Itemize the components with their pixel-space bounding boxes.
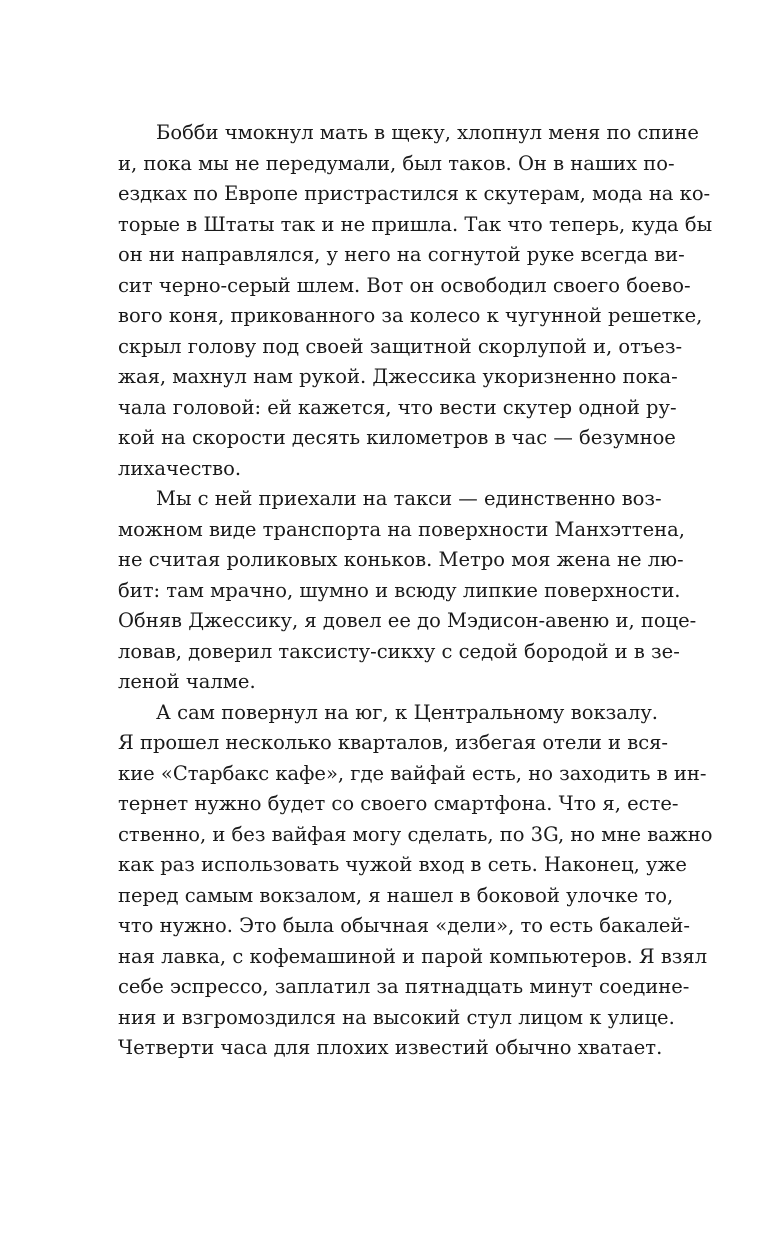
paragraph-2-line-6: ловав, доверил таксисту-сикху с седой бородой и в зе-	[118, 639, 680, 663]
paragraph-3-line-7: перед самым вокзалом, я нашел в боковой улочке то,	[118, 883, 674, 907]
paragraph-1-line-7: вого коня, прикованного за колесо к чугунной решетке,	[118, 304, 703, 327]
paragraph-1-line-6: сит черно-серый шлем. Вот он освободил своего боево-	[118, 273, 691, 297]
paragraph-1-line-11: кой на скорости десять километров в час — безумное	[118, 426, 676, 449]
paragraph-1-line-5: он ни направлялся, у него на согнутой руке всегда ви-	[118, 243, 685, 266]
paragraph-1-line-8: скрыл голову под своей защитной скорлупой и, отъез-	[118, 334, 683, 358]
paragraph-3-line-11: ния и взгромоздился на высокий стул лицом к улице.	[118, 1005, 675, 1029]
paragraph-1-line-12: лихачество.	[118, 456, 242, 480]
paragraph-1-line-1: Бобби чмокнул мать в щеку, хлопнул меня по спине	[156, 121, 699, 144]
paragraph-3-line-4: тернет нужно будет со своего смартфона. Что я, есте-	[118, 792, 679, 815]
paragraph-1-line-10: чала головой: ей кажется, что вести скутер одной ру-	[118, 395, 677, 419]
paragraph-3-line-8: что нужно. Это была обычная «дели», то есть бакалей-	[118, 914, 690, 937]
paragraph-2-line-7: леной чалме.	[118, 670, 256, 693]
paragraph-3-line-3: кие «Старбакс кафе», где вайфай есть, но заходить в ин-	[118, 761, 707, 785]
paragraph-3-line-9: ная лавка, с кофемашиной и парой компьютеров. Я взял	[118, 944, 708, 968]
page-text	[118, 118, 713, 1064]
paragraph-1-line-3: ездках по Европе пристрастился к скутерам, мода на ко-	[118, 182, 711, 205]
paragraph-2-line-4: бит: там мрачно, шумно и всюду липкие поверхности.	[118, 578, 681, 602]
paragraph-1-line-4: торые в Штаты так и не пришла. Так что теперь, куда бы	[118, 212, 713, 236]
paragraph-3-line-2: Я прошел несколько кварталов, избегая отели и вся-	[118, 731, 669, 754]
paragraph-1-line-2: и, пока мы не передумали, был таков. Он в наших по-	[118, 151, 675, 175]
paragraph-3-line-12: Четверти часа для плохих известий обычно хватает.	[118, 1036, 663, 1059]
paragraph-3-line-5: ственно, и без вайфая могу сделать, по 3G, но мне важно	[118, 822, 713, 846]
paragraph-2-line-5: Обняв Джессику, я довел ее до Мэдисон-авеню и, поце-	[118, 609, 697, 632]
paragraph-3-line-6: как раз использовать чужой вход в сеть. Наконец, уже	[118, 853, 687, 876]
paragraph-3-line-1: А сам повернул на юг, к Центральному вокзалу.	[156, 700, 658, 724]
paragraph-3-line-10: себе эспрессо, заплатил за пятнадцать минут соедине-	[118, 975, 690, 998]
paragraph-2-line-2: можном виде транспорта на поверхности Манхэттена,	[118, 517, 685, 541]
paragraph-1-line-9: жая, махнул нам рукой. Джессика укоризненно пока-	[118, 365, 678, 388]
paragraph-2-line-1: Мы с ней приехали на такси — единственно воз-	[156, 487, 662, 510]
paragraph-2-line-3: не считая роликовых коньков. Метро моя жена не лю-	[118, 548, 684, 571]
